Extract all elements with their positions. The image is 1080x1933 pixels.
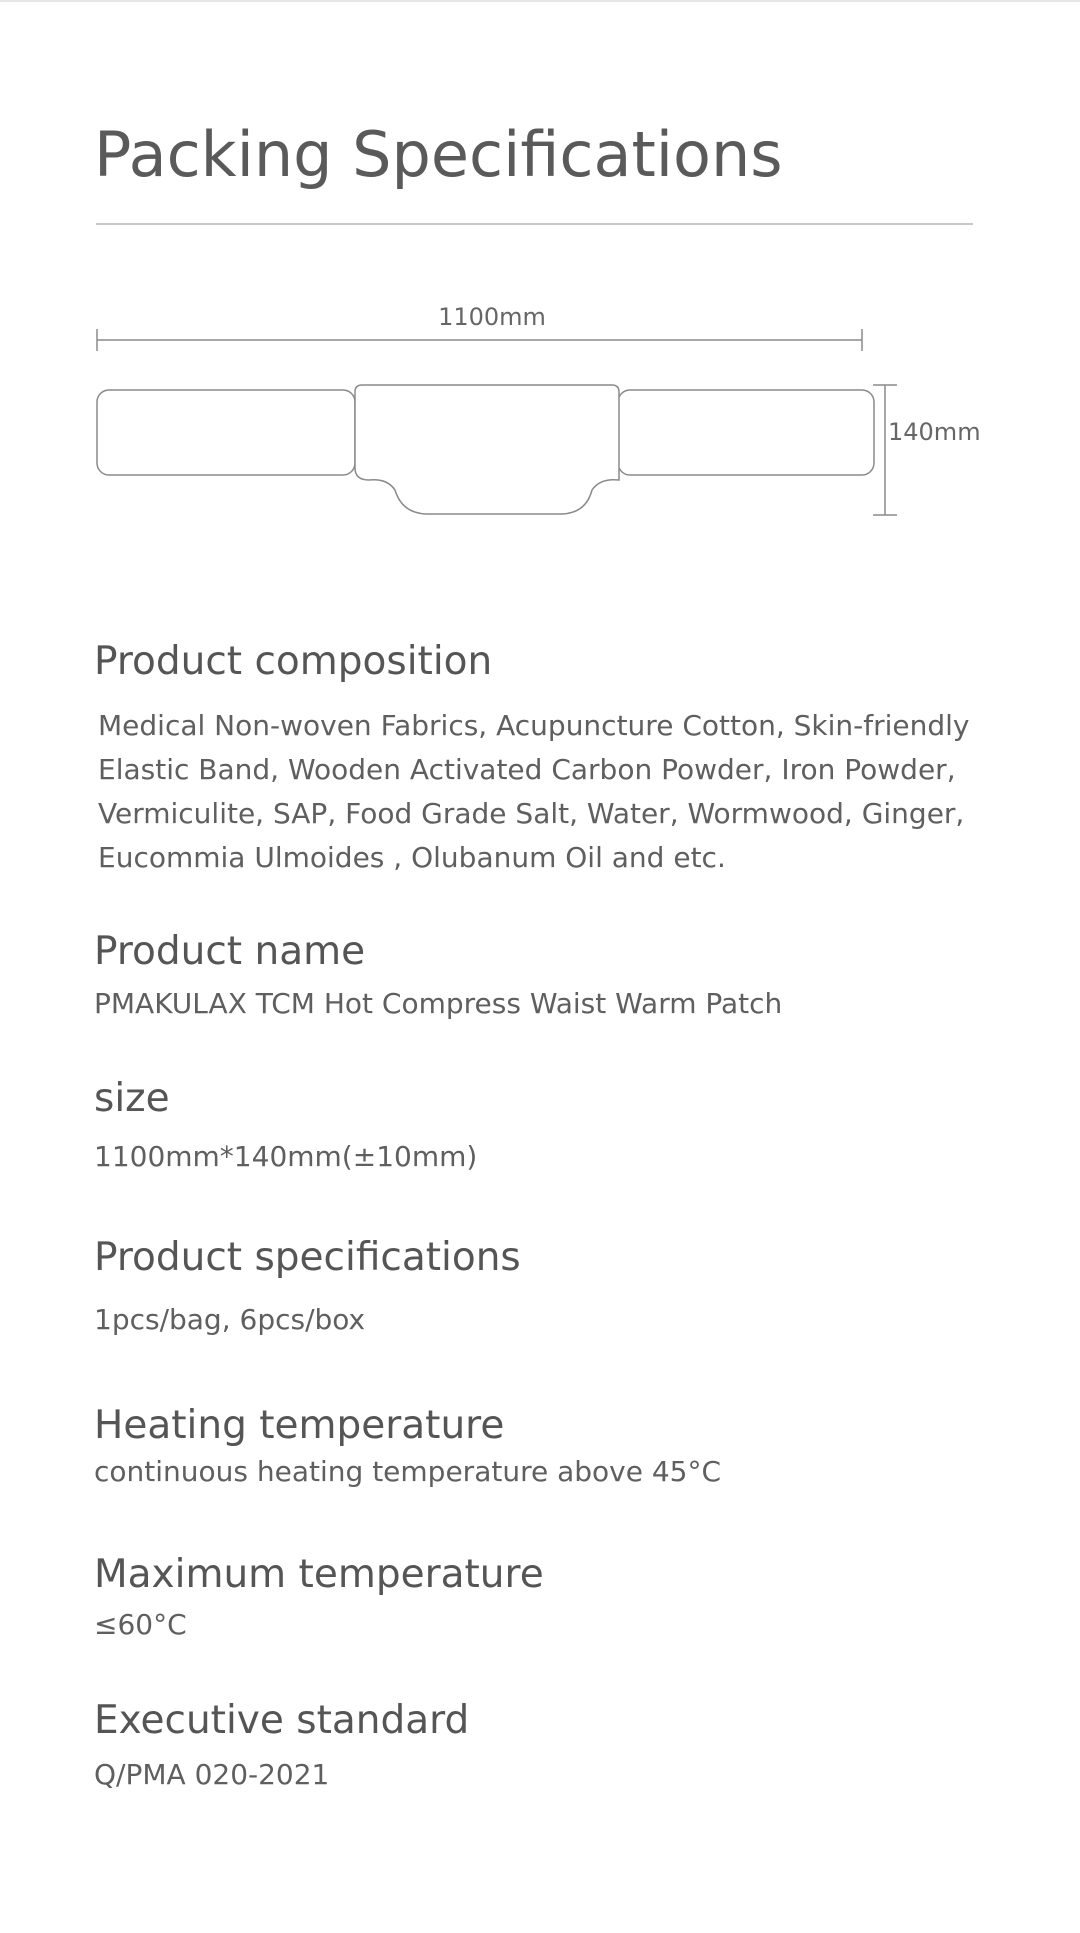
- length-dimension-line: [97, 329, 862, 351]
- top-rule: [0, 0, 1080, 2]
- height-label: 140mm: [888, 418, 981, 446]
- heating-temperature-value: continuous heating temperature above 45°C: [94, 1455, 722, 1488]
- size-section: [94, 1073, 994, 1179]
- size-value: 1100mm*140mm(±10mm): [94, 1140, 478, 1173]
- executive-standard-heading: Executive standard: [94, 1698, 470, 1743]
- length-label: 1100mm: [438, 303, 546, 331]
- product-name-section: [94, 926, 994, 1026]
- product-name-value: PMAKULAX TCM Hot Compress Waist Warm Patch: [94, 987, 783, 1020]
- product-specifications-value: 1pcs/bag, 6pcs/box: [94, 1303, 366, 1336]
- page-title: Packing Specifications: [94, 118, 783, 191]
- maximum-temperature-heading: Maximum temperature: [94, 1552, 544, 1597]
- heating-temperature-heading: Heating temperature: [94, 1403, 505, 1448]
- product-specifications-section: [94, 1232, 994, 1342]
- product-composition-heading: Product composition: [94, 639, 493, 684]
- heating-temperature-section: [94, 1400, 994, 1494]
- product-specifications-heading: Product specifications: [94, 1235, 521, 1280]
- height-dimension-line: [873, 385, 897, 515]
- patch-dimension-diagram: [0, 290, 1080, 530]
- product-name-heading: Product name: [94, 929, 366, 974]
- product-composition-section: [94, 636, 994, 880]
- title-divider: [96, 223, 973, 225]
- executive-standard-section: [94, 1695, 994, 1797]
- maximum-temperature-section: [94, 1549, 994, 1647]
- waist-patch-outline: [97, 385, 874, 514]
- product-composition-value: Medical Non-woven Fabrics, Acupuncture Cotton, Skin-friendly Elastic Band, Wooden Activated Carbon Powder, Iron Powder, Vermiculite, SAP, Food Grade Salt, Water, Wormwood, Ginger, Eucommia Ulmoides , Olubanum Oil and etc.: [98, 709, 970, 874]
- maximum-temperature-value: ≤60°C: [94, 1608, 187, 1641]
- size-heading: size: [94, 1076, 170, 1121]
- executive-standard-value: Q/PMA 020-2021: [94, 1758, 330, 1791]
